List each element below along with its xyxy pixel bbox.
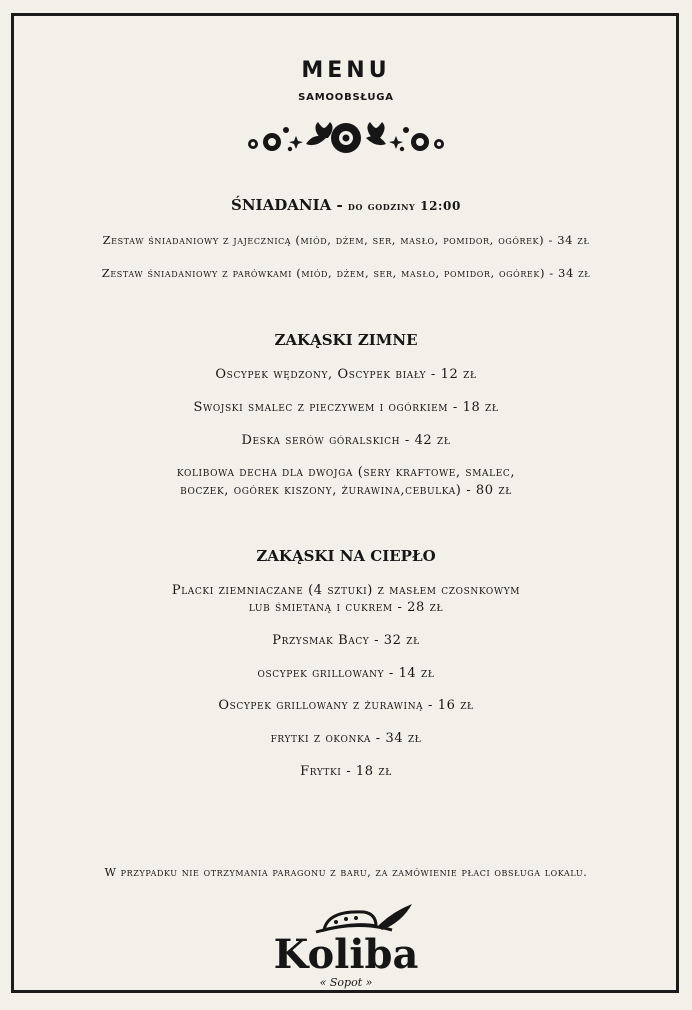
breakfast-heading: ŚNIADANIA - — [231, 196, 343, 214]
menu-item-continued: boczek, ogórek kiszony, żurawina,cebulka) - 80 zł — [180, 483, 512, 498]
menu-item: Frytki - 18 zł — [300, 764, 392, 779]
section-heading-hot: ZAKĄSKI NA CIEPŁO — [256, 547, 436, 565]
menu-item: oscypek grillowany - 14 zł — [257, 666, 435, 681]
koliba-logo — [0, 900, 692, 996]
menu-item: Swojski smalec z pieczywem i ogórkiem - 18 zł — [193, 400, 499, 415]
menu-title: MENU — [301, 58, 391, 83]
section-heading-breakfast — [0, 196, 692, 214]
section-heading-cold: ZAKĄSKI ZIMNE — [274, 331, 418, 349]
logo-place: « Sopot » — [319, 976, 373, 989]
menu-item: Zestaw śniadaniowy z jajecznicą (miód, dżem, ser, masło, pomidor, ogórek) - 34 zł — [102, 233, 590, 247]
menu-item: Oscypek wędzony, Oscypek biały - 12 zł — [215, 367, 477, 382]
receipt-note: W przypadku nie otrzymania paragonu z baru, za zamówienie płaci obsługa lokalu. — [104, 866, 588, 879]
menu-subtitle: SAMOOBSŁUGA — [298, 92, 394, 103]
folk-flower-ornament — [0, 118, 692, 162]
menu-item: Przysmak Bacy - 32 zł — [272, 633, 420, 648]
menu-item: Placki ziemniaczane (4 sztuki) z masłem czosnkowym — [171, 583, 521, 598]
breakfast-heading-note: do godziny 12:00 — [347, 199, 461, 213]
menu-item: frytki z okonka - 34 zł — [270, 731, 422, 746]
menu-item: kolibowa decha dla dwojga (sery kraftowe, smalec, — [176, 465, 516, 480]
folk-flower-ornament-icon — [244, 118, 448, 158]
logo-name: Koliba — [273, 931, 419, 978]
menu-item: Zestaw śniadaniowy z parówkami (miód, dżem, ser, masło, pomidor, ogórek) - 34 zł — [101, 266, 591, 280]
menu-item-continued: lub śmietaną i cukrem - 28 zł — [248, 600, 444, 615]
menu-item: Deska serów góralskich - 42 zł — [241, 433, 451, 448]
menu-item: Oscypek grillowany z żurawiną - 16 zł — [218, 698, 474, 713]
koliba-hat-logo-icon — [266, 900, 426, 992]
